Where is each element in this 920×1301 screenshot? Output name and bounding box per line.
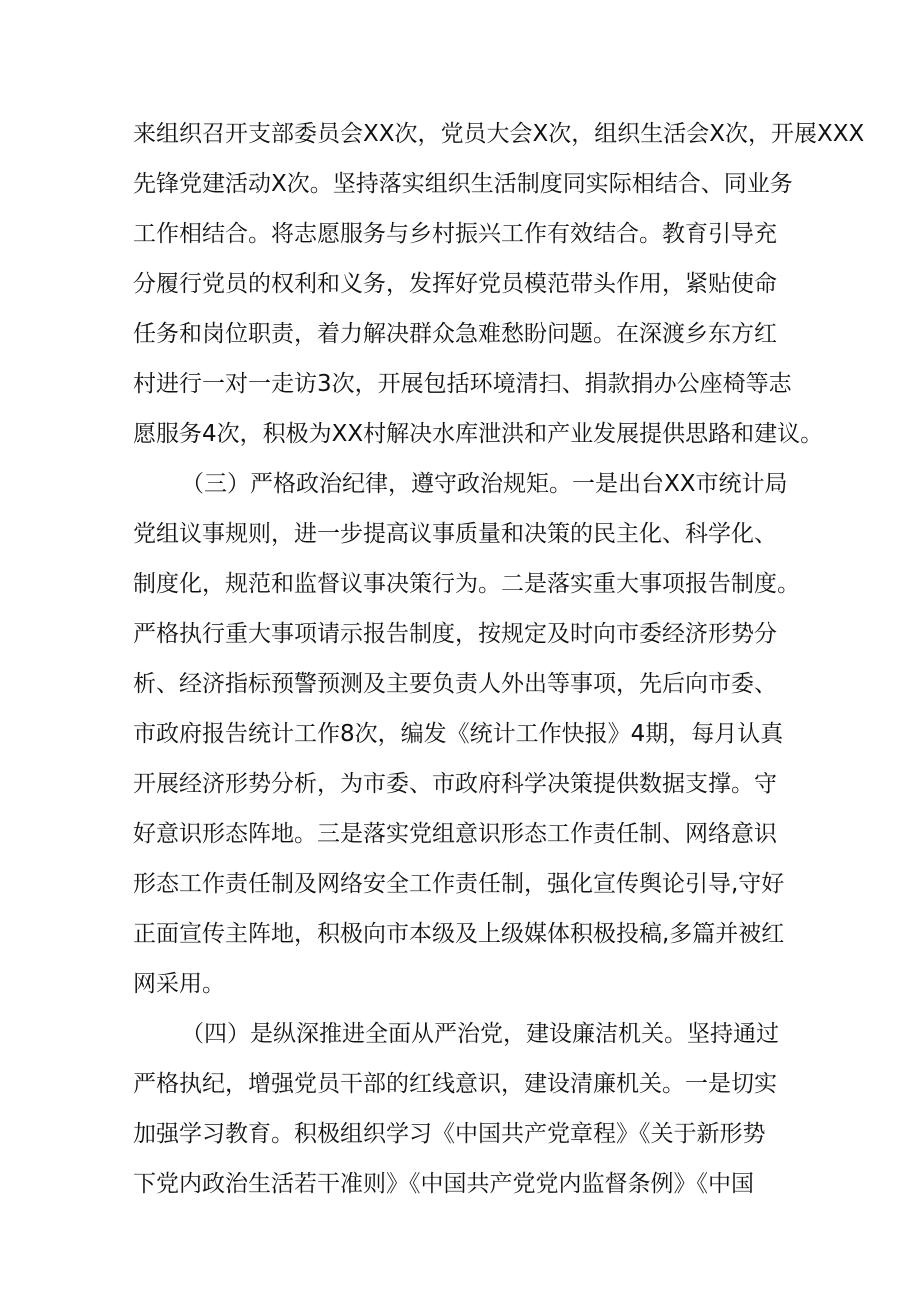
text-line: 开展经济形势分析，为市委、市政府科学决策提供数据支撑。守 <box>133 771 777 797</box>
text-line: 好意识形态阵地。三是落实党组意识形态工作责任制、网络意识 <box>133 821 777 847</box>
text-line: 村进行一对一走访3次，开展包括环境清扫、捐款捐办公座椅等志 <box>133 371 792 397</box>
text-line: 加强学习教育。积极组织学习《中国共产党章程》《关于新形势 <box>133 1121 766 1147</box>
text-line: 党组议事规则，进一步提高议事质量和决策的民主化、科学化、 <box>133 521 777 547</box>
text-line: 任务和岗位职责，着力解决群众急难愁盼问题。在深渡乡东方红 <box>133 321 777 347</box>
text-line: 制度化，规范和监督议事决策行为。二是落实重大事项报告制度。 <box>133 571 800 597</box>
text-line: 严格执行重大事项请示报告制度，按规定及时向市委经济形势分 <box>133 621 777 647</box>
text-line: 正面宣传主阵地，积极向市本级及上级媒体积极投稿,多篇并被红 <box>133 921 785 947</box>
document-body <box>133 109 865 1209</box>
paragraph-1 <box>133 109 865 459</box>
section-3-heading-line: （三）严格政治纪律，遵守政治规矩。一是出台XX市统计局 <box>181 471 788 497</box>
text-line: 工作相结合。将志愿服务与乡村振兴工作有效结合。教育引导充 <box>133 221 777 247</box>
text-line: 市政府报告统计工作8次，编发《统计工作快报》4期，每月认真 <box>133 721 784 747</box>
paragraph-section-4 <box>133 1009 803 1209</box>
text-line: 严格执纪，增强党员干部的红线意识，建设清廉机关。一是切实 <box>133 1071 777 1097</box>
text-line: 分履行党员的权利和义务，发挥好党员模范带头作用，紧贴使命 <box>133 271 777 297</box>
text-line: 愿服务4次，积极为XX村解决水库泄洪和产业发展提供思路和建议。 <box>133 421 824 447</box>
text-line: 网采用。 <box>133 971 225 997</box>
section-4-heading-line: （四）是纵深推进全面从严治党，建设廉洁机关。坚持通过 <box>181 1021 779 1047</box>
text-line: 析、经济指标预警预测及主要负责人外出等事项，先后向市委、 <box>133 671 777 697</box>
text-line: 先锋党建活动X次。坚持落实组织生活制度同实际相结合、同业务 <box>133 171 793 197</box>
text-line: 来组织召开支部委员会XX次，党员大会X次，组织生活会X次，开展XXX <box>133 121 865 147</box>
text-line: 下党内政治生活若干准则》《中国共产党党内监督条例》《中国 <box>133 1171 754 1197</box>
text-line: 形态工作责任制及网络安全工作责任制，强化宣传舆论引导,守好 <box>133 871 785 897</box>
paragraph-section-3 <box>133 459 803 1009</box>
